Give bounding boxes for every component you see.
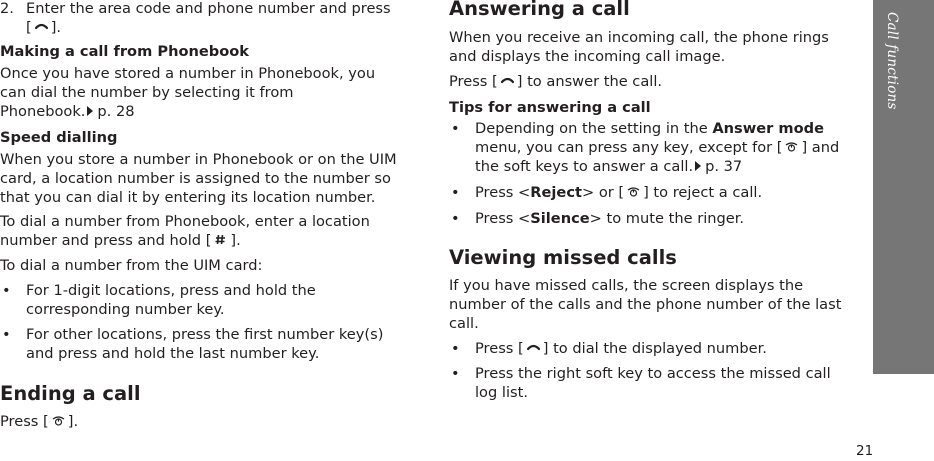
phonebook-line-1: Once you have stored a number in Phonebook, you <box>0 65 376 82</box>
page-reference: p. 28 <box>97 103 135 120</box>
dial-pb-line-1: To dial a number from Phonebook, enter a location <box>0 213 370 230</box>
bullet: • <box>2 326 11 343</box>
phonebook-line-3: Phonebook. <box>0 103 86 120</box>
bullet-1-line-2: corresponding number key. <box>26 301 225 318</box>
tip-2-end: ] to reject a call. <box>643 184 763 201</box>
tips-heading: Tips for answering a call <box>449 99 651 116</box>
bracket-close: ]. <box>230 232 241 249</box>
step-2 <box>0 0 410 37</box>
list-item <box>0 325 410 363</box>
hash-key-icon <box>213 232 228 246</box>
tip-2-text: Press < <box>475 184 531 201</box>
tip-2-mid: > or [ <box>581 184 625 201</box>
dial-uim-paragraph: To dial a number from the UIM card: <box>0 257 263 274</box>
ending-call-heading: Ending a call <box>0 382 141 405</box>
missed-bullet-2-line-1: Press the right soft key to access the missed call <box>475 365 831 382</box>
answer-mode-label: Answer mode <box>712 120 824 137</box>
dial-phonebook-paragraph <box>0 212 410 250</box>
bullet: • <box>2 282 11 299</box>
uim-bullet-list <box>0 281 410 363</box>
tip-1-text: Depending on the setting in the <box>475 120 713 137</box>
answer-line-2: and displays the incoming call image. <box>449 48 726 65</box>
reference-arrow-icon <box>87 106 93 116</box>
reference-arrow-icon <box>695 161 701 171</box>
list-item <box>0 281 410 319</box>
left-column <box>0 0 410 431</box>
ending-text: Press [ <box>0 413 49 430</box>
tip-3-end: > to mute the ringer. <box>589 210 745 227</box>
ending-call-paragraph <box>0 412 410 431</box>
missed-line-1: If you have missed calls, the screen displays the <box>449 277 804 294</box>
missed-calls-paragraph <box>449 276 861 333</box>
bullet: • <box>451 210 460 227</box>
send-key-icon <box>500 73 515 87</box>
right-column <box>449 0 861 402</box>
bullet: • <box>451 365 460 382</box>
end-key-icon <box>784 139 799 153</box>
answering-paragraph <box>449 28 861 66</box>
list-item <box>449 364 861 402</box>
missed-line-3: call. <box>449 315 479 332</box>
list-item <box>449 119 861 176</box>
tip-3-text: Press < <box>475 210 531 227</box>
tips-list <box>449 119 861 228</box>
missed-calls-list <box>449 339 861 402</box>
bracket-close: ]. <box>50 19 62 36</box>
speed-line-1: When you store a number in Phonebook or on the UIM <box>0 151 397 168</box>
send-key-icon <box>34 19 49 33</box>
page-reference: p. 37 <box>705 158 743 175</box>
missed-line-2: number of the calls and the phone number of the last <box>449 296 842 313</box>
bullet: • <box>451 184 460 201</box>
list-item <box>449 183 861 202</box>
answering-call-heading: Answering a call <box>449 0 630 20</box>
press-text: Press [ <box>449 73 498 90</box>
speed-line-3: that you can dial it by entering its location number. <box>0 189 376 206</box>
bracket-close: ]. <box>67 413 79 430</box>
press-answer-paragraph <box>449 72 861 91</box>
chapter-tab-label: Call functions <box>884 12 900 110</box>
step-2-text: Enter the area code and phone number and press <box>26 0 391 17</box>
bullet: • <box>451 120 460 137</box>
list-item <box>449 339 861 358</box>
bullet-1-line-1: For 1-digit locations, press and hold the <box>26 282 316 299</box>
speed-dialling-heading: Speed dialling <box>0 129 118 146</box>
bullet-2-line-1: For other locations, press the first number key(s) <box>26 326 384 343</box>
send-key-icon <box>526 340 541 354</box>
phonebook-heading: Making a call from Phonebook <box>0 43 249 60</box>
phonebook-paragraph <box>0 64 410 121</box>
speed-dialling-paragraph <box>0 150 410 207</box>
step-number: 2. <box>0 0 14 17</box>
missed-bullet-1-end: ] to dial the displayed number. <box>542 340 767 357</box>
reject-label: Reject <box>530 184 582 201</box>
end-key-icon <box>51 413 66 427</box>
tip-1-line-2-end: ] and <box>801 139 840 156</box>
bracket-open: [ <box>26 19 32 36</box>
dial-pb-line-2: number and press and hold [ <box>0 232 212 249</box>
answer-line-1: When you receive an incoming call, the phone rings <box>449 29 829 46</box>
press-text-end: ] to answer the call. <box>516 73 663 90</box>
end-key-icon <box>626 184 641 198</box>
tip-1-line-2: menu, you can press any key, except for [ <box>475 139 783 156</box>
list-item <box>449 209 861 228</box>
bullet-2-line-2: and press and hold the last number key. <box>26 345 320 362</box>
missed-calls-heading: Viewing missed calls <box>449 246 677 269</box>
missed-bullet-2-line-2: log list. <box>475 384 528 401</box>
speed-line-2: card, a location number is assigned to the number so <box>0 170 391 187</box>
missed-bullet-1: Press [ <box>475 340 524 357</box>
page-number: 21 <box>856 443 874 459</box>
bullet: • <box>451 340 460 357</box>
phonebook-line-2: can dial the number by selecting it from <box>0 84 294 101</box>
silence-label: Silence <box>530 210 590 227</box>
tip-1-line-3: the soft keys to answer a call. <box>475 158 694 175</box>
